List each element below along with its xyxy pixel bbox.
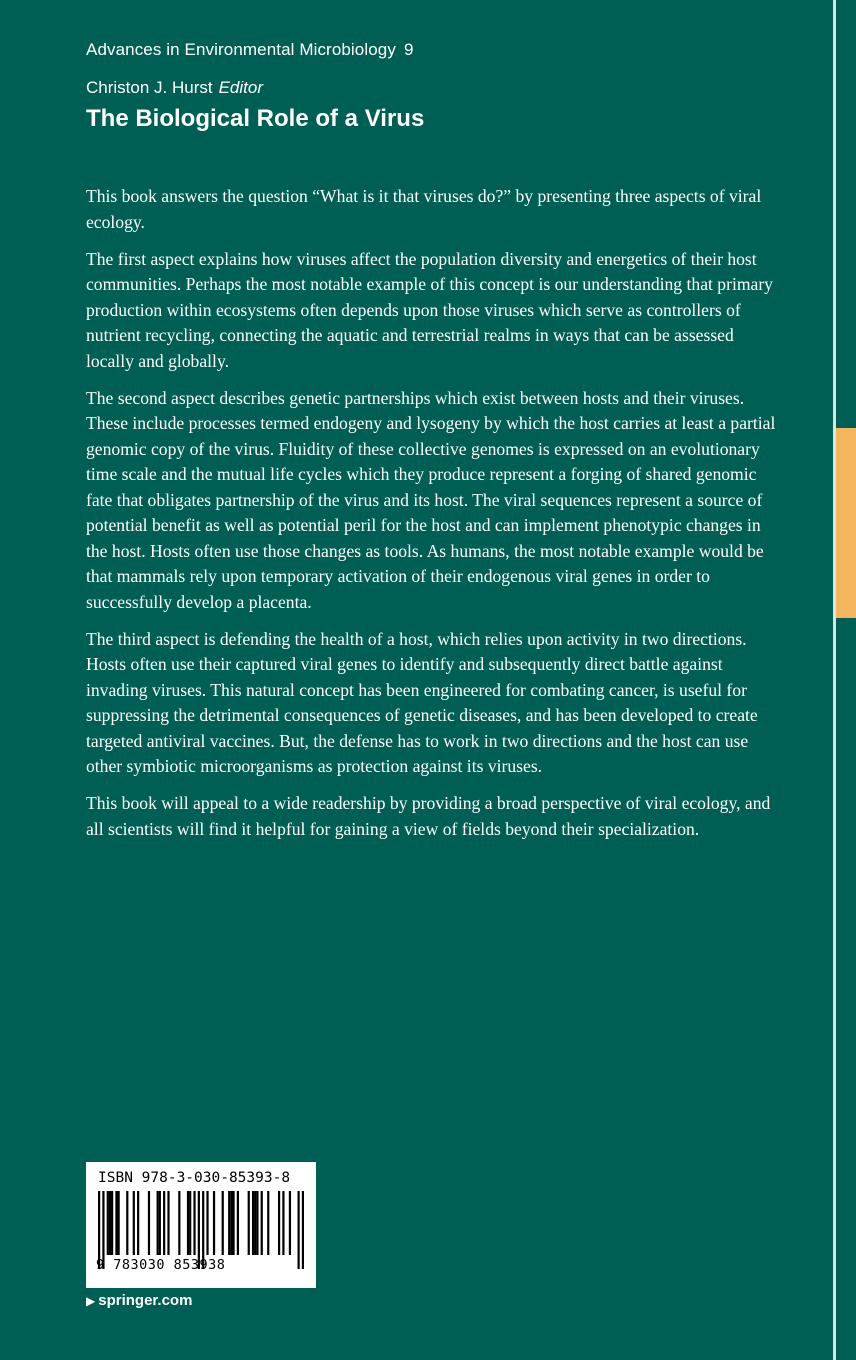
publisher-url: springer.com — [98, 1292, 193, 1309]
barcode-bar — [167, 1191, 169, 1255]
editor-line — [86, 78, 263, 98]
barcode-bar — [232, 1191, 234, 1255]
barcode-bar — [297, 1191, 299, 1269]
editor-name: Christon J. Hurst — [86, 78, 213, 97]
barcode-bar — [261, 1191, 263, 1255]
blurb-paragraph: The third aspect is defending the health of a host, which relies upon activity in two directions. Hosts often use their captured viral genes to identify and subsequently direct battle against invading viruses. This natural concept has been engineered for combating cancer, is useful for suppressing the detrimental consequences of genetic diseases, and has been developed to create targeted antiviral vaccines. But, the defense has to work in two directions and the host can use other symbiotic microorganisms as protection against its viruses. — [86, 628, 758, 776]
isbn-barcode — [86, 1162, 316, 1288]
series-heading — [86, 40, 414, 60]
blurb-paragraph: The first aspect explains how viruses affect the population diversity and energetics of their host communities. Perhaps the most notable example of this concept is our understanding that primary production within ecosystems often depends upon those viruses which serve as controllers of nutrient recycling, connecting the aquatic and terrestrial realms in ways that can be assessed locally and globally. — [86, 248, 773, 371]
series-volume: 9 — [403, 40, 414, 59]
editor-role: Editor — [218, 78, 264, 97]
barcode-bar — [178, 1191, 180, 1255]
barcode-bar — [213, 1191, 215, 1255]
ean-digits: 9 783030 853938 — [96, 1257, 226, 1273]
barcode-bar — [137, 1191, 139, 1255]
barcode-bar — [187, 1191, 189, 1255]
barcode-bar — [248, 1191, 250, 1255]
book-spine — [836, 0, 856, 1360]
barcode-bar — [157, 1191, 159, 1255]
barcode-bar — [254, 1191, 256, 1255]
cover-blurb — [86, 184, 778, 854]
triangle-right-icon: ▶ — [86, 1294, 96, 1308]
barcode-bar — [237, 1191, 239, 1255]
barcode-bar — [133, 1191, 135, 1255]
barcode-bar — [278, 1191, 280, 1255]
barcode-bar — [118, 1191, 120, 1255]
barcode-bar — [267, 1191, 269, 1255]
barcode-bar — [126, 1191, 128, 1255]
blurb-paragraph: The second aspect describes genetic partnerships which exist between hosts and their viruses. These include processes termed endogeny and lysogeny by which the host carries at least a partial genomic copy of the virus. Fluidity of these collective genomes is expressed on an evolutionary time scale and the mutual life cycles which they produce represent a forging of shared genomic fate that obligates partnership of the virus and its host. The viral sequences represent a source of potential benefit as well as potential peril for the host and can implement phenotypic changes in the host. Hosts often use those changes as tools. As humans, the most notable example would be that mammals rely upon temporary activation of their endogenous viral genes in order to successfully develop a placenta. — [86, 387, 776, 612]
blurb-paragraph: This book will appeal to a wide readership by providing a broad perspective of viral ecology, and all scientists will find it helpful for gaining a view of fields beyond their specialization. — [86, 793, 771, 839]
barcode-bar — [252, 1191, 254, 1255]
isbn-label: ISBN 978-3-030-85393-8 — [98, 1170, 291, 1186]
barcode-bar — [148, 1191, 150, 1255]
barcode-bar — [109, 1191, 111, 1255]
barcode-bar — [163, 1191, 165, 1255]
barcode-bar — [230, 1191, 232, 1255]
barcode-bar — [189, 1191, 191, 1255]
barcode-bar — [115, 1191, 117, 1255]
barcode-bar — [222, 1191, 224, 1255]
barcode-bar — [193, 1191, 195, 1255]
series-name: Advances in Environmental Microbiology — [86, 40, 396, 59]
barcode-bar — [206, 1191, 208, 1255]
barcode-bar — [289, 1191, 291, 1255]
barcode-bar — [111, 1191, 113, 1255]
barcode-bar — [302, 1191, 304, 1269]
publisher-link[interactable] — [86, 1292, 192, 1309]
book-title: The Biological Role of a Virus — [86, 105, 425, 132]
barcode-bar — [228, 1191, 230, 1255]
barcode-bar — [282, 1191, 284, 1255]
barcode-bar — [256, 1191, 258, 1255]
blurb-paragraph: This book answers the question “What is it that viruses do?” by presenting three aspects of viral ecology. — [86, 186, 762, 232]
barcode-bar — [159, 1191, 161, 1255]
barcode-bar — [107, 1191, 109, 1255]
spine-accent-band — [836, 428, 856, 618]
